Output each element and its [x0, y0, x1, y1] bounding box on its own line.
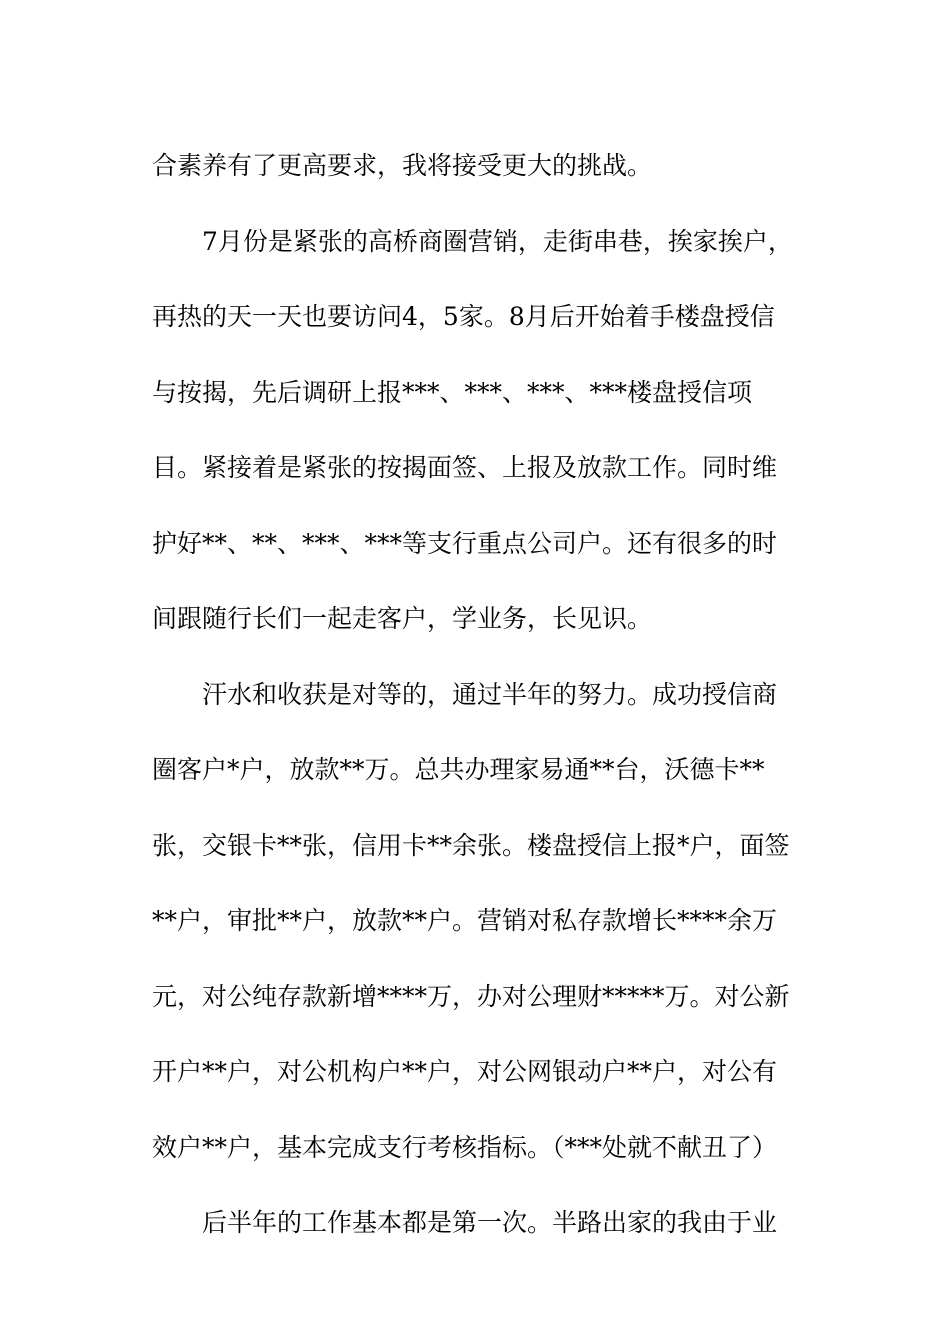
text-line: 间跟随行长们一起走客户，学业务，长见识。: [152, 604, 653, 633]
document-body: [152, 128, 812, 1261]
text-line: 合素养有了更高要求，我将接受更大的挑战。: [152, 151, 653, 180]
text-line: 护好**、**、***、***等支行重点公司户。还有很多的时: [152, 528, 778, 558]
text-line: 开户**户，对公机构户**户，对公网银动户**户，对公有: [152, 1057, 778, 1086]
text-line: 圈客户*户，放款**万。总共办理家易通**台，沃德卡**: [152, 755, 765, 784]
paragraph-start-line: 7月份是紧张的高桥商圈营销，走街串巷，挨家挨户，: [202, 226, 793, 256]
text-line: **户，审批**户，放款**户。营销对私存款增长****余万: [152, 906, 778, 935]
text-line: 再热的天一天也要访问4，5家。8月后开始着手楼盘授信: [152, 302, 775, 331]
text-line: 目。紧接着是紧张的按揭面签、上报及放款工作。同时维: [152, 453, 778, 482]
text-line: 张，交银卡**张，信用卡**余张。楼盘授信上报*户，面签: [152, 830, 790, 860]
text-line: 效户**户，基本完成支行考核指标。（***处就不献丑了）: [152, 1132, 778, 1162]
paragraph-start-line: 后半年的工作基本都是第一次。半路出家的我由于业: [202, 1208, 778, 1237]
text-line: 元，对公纯存款新增****万，办对公理财*****万。对公新: [152, 981, 790, 1011]
text-line: 与按揭，先后调研上报***、***、***、***楼盘授信项: [152, 377, 753, 407]
paragraph-start-line: 汗水和收获是对等的，通过半年的努力。成功授信商: [202, 679, 778, 709]
